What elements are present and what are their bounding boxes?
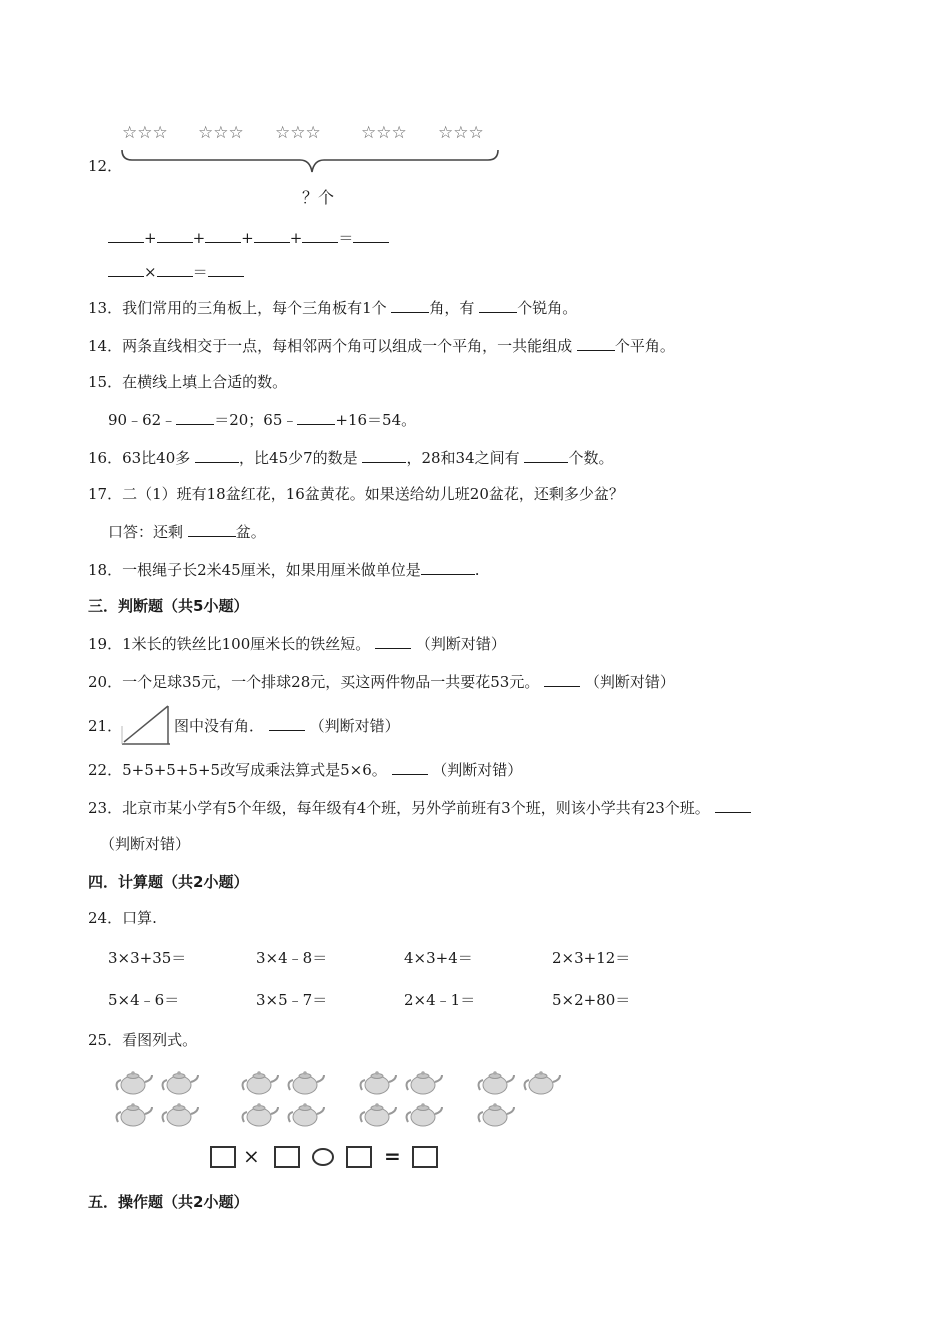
answer-box[interactable]	[210, 1146, 236, 1168]
q16: 16．63比40多 ，比45少7的数是 ，28和34之间有 个数。	[88, 449, 614, 467]
calc-item: 3×4﹣8＝	[256, 949, 328, 967]
calc-item: 5×2+80＝	[552, 991, 631, 1009]
teapot-icon	[112, 1100, 154, 1128]
q14: 14．两条直线相交于一点，每相邻两个角可以组成一个平角，一共能组成 个平角。	[88, 337, 675, 355]
answer-blank[interactable]	[544, 672, 580, 687]
q19: 19．1米长的铁丝比100厘米长的铁丝短。 （判断对错）	[88, 635, 506, 653]
calc-item: 4×3+4＝	[404, 949, 473, 967]
q15-sub: 90﹣62﹣ ＝20；65﹣ +16＝54。	[108, 411, 417, 429]
teapot-icon	[402, 1068, 444, 1096]
section-5-title: 五．操作题（共2小题）	[88, 1193, 249, 1211]
section-4-title: 四．计算题（共2小题）	[88, 873, 249, 891]
answer-blank[interactable]	[479, 298, 517, 313]
times-sign: ×	[243, 1144, 260, 1168]
answer-blank[interactable]	[391, 298, 429, 313]
q23-suffix: （判断对错）	[100, 835, 191, 853]
calc-item: 2×3+12＝	[552, 949, 631, 967]
brace-label: ？个	[302, 188, 335, 207]
teapot-icon	[474, 1100, 516, 1128]
teapot-icon	[402, 1100, 444, 1128]
q25: 25．看图列式。	[88, 1031, 198, 1049]
teapot-icon	[158, 1100, 200, 1128]
q17-answer: 口答：还剩 盆。	[108, 523, 266, 541]
answer-blank[interactable]	[715, 798, 751, 813]
q15: 15．在横线上填上合适的数。	[88, 373, 288, 391]
angle-figure-icon	[120, 702, 172, 748]
answer-blank[interactable]	[362, 448, 406, 463]
star-group: ☆☆☆	[361, 123, 407, 143]
calc-item: 3×5﹣7＝	[256, 991, 328, 1009]
equals-sign: =	[384, 1144, 401, 1168]
q13: 13．我们常用的三角板上，每个三角板有1个 角，有 个锐角。	[88, 299, 578, 317]
answer-blank[interactable]	[269, 716, 305, 731]
q24: 24．口算.	[88, 909, 157, 927]
q20: 20．一个足球35元，一个排球28元，买这两件物品一共要花53元。 （判断对错）	[88, 673, 675, 691]
answer-blank[interactable]	[297, 410, 335, 425]
q17: 17．二（1）班有18盆红花，16盆黄花。如果送给幼儿班20盆花，还剩多少盆？	[88, 485, 624, 503]
answer-blank[interactable]	[188, 522, 236, 537]
calc-item: 3×3+35＝	[108, 949, 187, 967]
q21-number: 21．	[88, 717, 123, 735]
curly-brace-icon	[120, 148, 500, 180]
teapot-icon	[356, 1068, 398, 1096]
answer-box[interactable]	[412, 1146, 438, 1168]
star-group: ☆☆☆	[198, 123, 244, 143]
teapot-icon	[238, 1068, 280, 1096]
teapot-icon	[238, 1100, 280, 1128]
q12-line1: + + + + ＝	[108, 228, 389, 248]
answer-blank[interactable]	[157, 262, 193, 277]
answer-blank[interactable]	[254, 228, 290, 243]
answer-blank[interactable]	[524, 448, 568, 463]
answer-blank[interactable]	[176, 410, 214, 425]
teapot-icon	[520, 1068, 562, 1096]
answer-blank[interactable]	[195, 448, 239, 463]
teapot-icon	[112, 1068, 154, 1096]
operator-circle[interactable]	[312, 1148, 334, 1166]
star-group: ☆☆☆	[122, 123, 168, 143]
answer-blank[interactable]	[108, 262, 144, 277]
q23: 23．北京市某小学有5个年级，每年级有4个班，另外学前班有3个班，则该小学共有23个班。	[88, 798, 751, 818]
calc-item: 2×4﹣1＝	[404, 991, 476, 1009]
teapot-icon	[356, 1100, 398, 1128]
star-group: ☆☆☆	[275, 123, 321, 143]
answer-blank[interactable]	[205, 228, 241, 243]
answer-blank[interactable]	[157, 228, 193, 243]
answer-blank[interactable]	[353, 228, 389, 243]
star-group: ☆☆☆	[438, 123, 484, 143]
answer-blank[interactable]	[208, 262, 244, 277]
answer-box[interactable]	[346, 1146, 372, 1168]
calc-item: 5×4﹣6＝	[108, 991, 180, 1009]
answer-blank[interactable]	[108, 228, 144, 243]
answer-blank[interactable]	[375, 634, 411, 649]
q12-number: 12．	[88, 157, 123, 175]
q12-line2: × ＝	[108, 262, 244, 282]
teapot-icon	[284, 1068, 326, 1096]
teapot-icon	[158, 1068, 200, 1096]
answer-box[interactable]	[274, 1146, 300, 1168]
answer-blank[interactable]	[577, 336, 615, 351]
q21: 图中没有角． （判断对错）	[174, 717, 400, 735]
teapot-icon	[474, 1068, 516, 1096]
answer-blank[interactable]	[421, 560, 475, 575]
answer-blank[interactable]	[392, 760, 428, 775]
teapot-icon	[284, 1100, 326, 1128]
q22: 22．5+5+5+5+5改写成乘法算式是5×6。 （判断对错）	[88, 761, 523, 779]
q18: 18．一根绳子长2米45厘米，如果用厘米做单位是 .	[88, 561, 480, 579]
answer-blank[interactable]	[302, 228, 338, 243]
section-3-title: 三．判断题（共5小题）	[88, 597, 249, 615]
